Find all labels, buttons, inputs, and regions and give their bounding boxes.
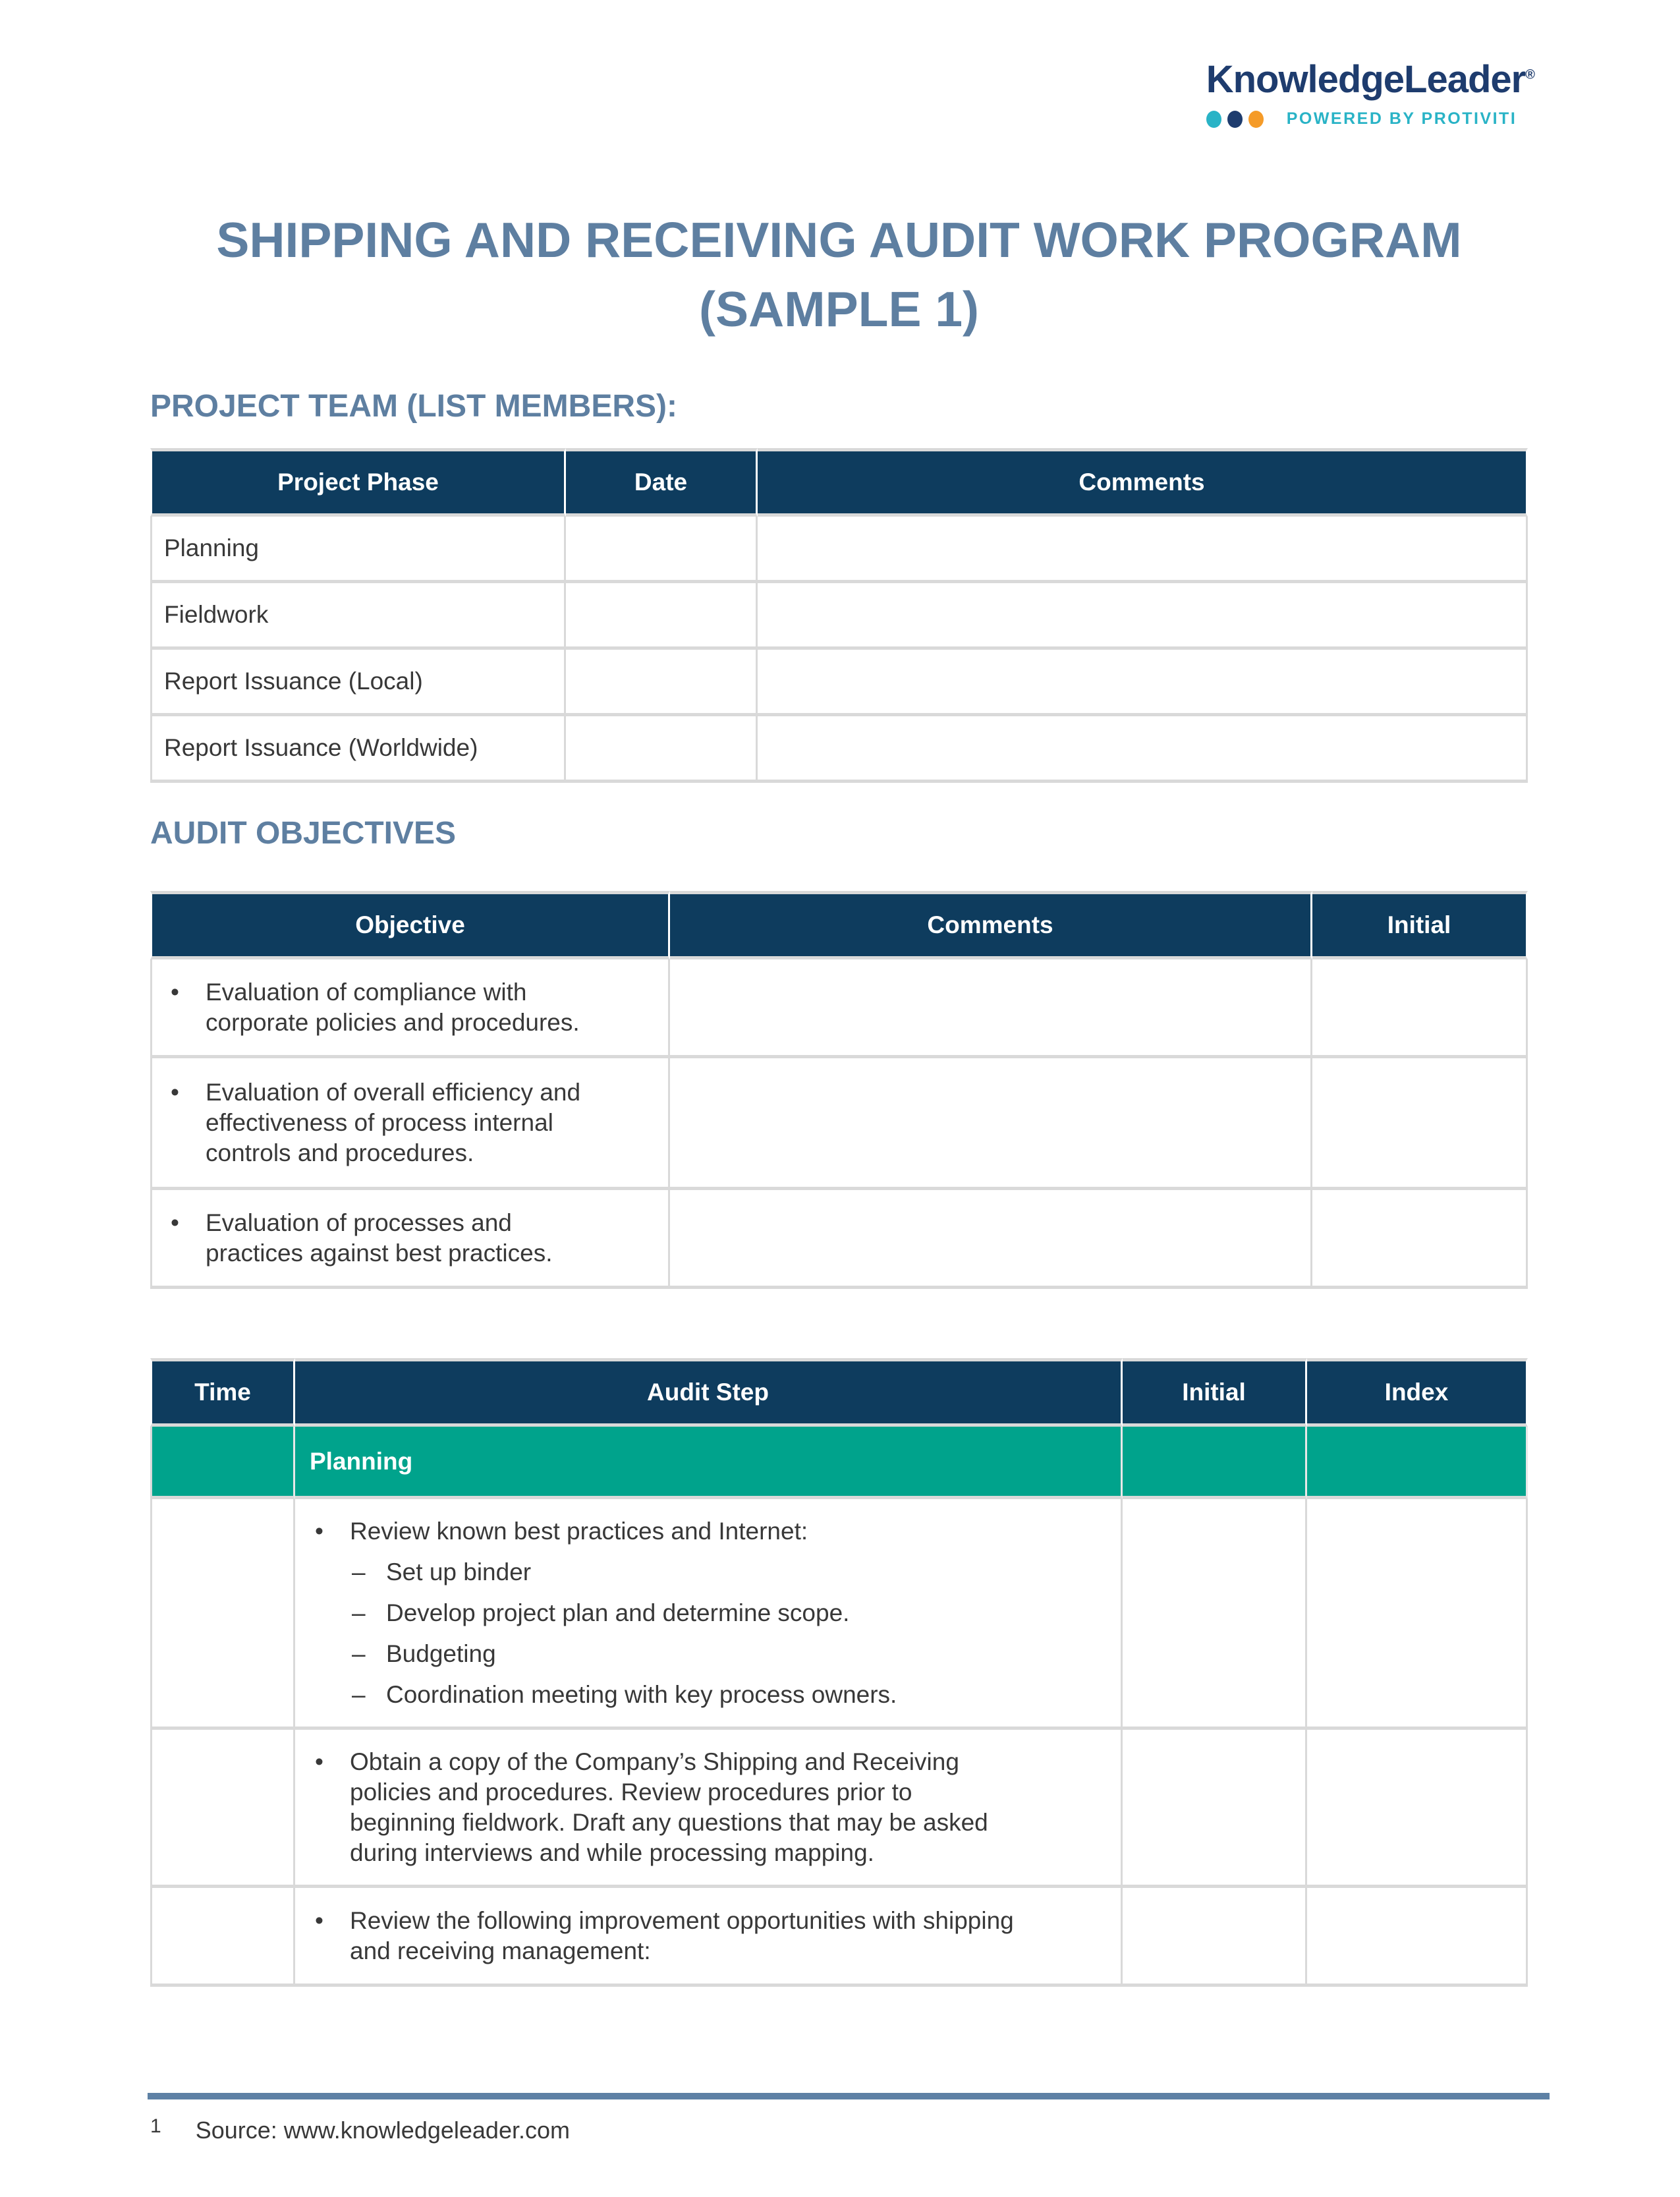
step-sub-bullet-item: – Coordination meeting with key process owners. <box>308 1680 1101 1710</box>
col-header-objective: Objective <box>150 891 670 959</box>
phase-cell: Report Issuance (Local) <box>150 650 566 716</box>
time-cell <box>150 1730 295 1888</box>
step-bullet-item: • Review known best practices and Internet: <box>308 1516 1101 1547</box>
time-cell <box>150 1427 295 1499</box>
knowledgeleader-logo <box>1206 58 1535 128</box>
objective-bullet-item: • Evaluation of overall efficiency and effectiveness of process internal controls and procedures. <box>164 1077 598 1168</box>
date-cell <box>566 716 758 783</box>
initial-cell <box>1312 1190 1528 1289</box>
initial-cell <box>1312 1058 1528 1190</box>
objective-cell <box>150 959 670 1058</box>
table-header-row <box>150 1358 1528 1427</box>
brand-dot-cyan-icon <box>1206 111 1221 128</box>
time-cell <box>150 1499 295 1730</box>
comments-cell <box>758 650 1528 716</box>
time-cell <box>150 1888 295 1987</box>
objective-bullet-item: • Evaluation of processes and practices against best practices. <box>164 1208 598 1269</box>
index-cell <box>1307 1888 1528 1987</box>
registered-mark: ® <box>1525 67 1535 82</box>
audit-steps-table <box>150 1358 1528 1987</box>
initial-cell <box>1312 959 1528 1058</box>
col-header-index: Index <box>1307 1358 1528 1427</box>
table-row <box>150 959 1528 1058</box>
step-bullet-item: • Review the following improvement opportunities with shipping and receiving management: <box>308 1906 1035 1966</box>
col-header-project-phase: Project Phase <box>150 448 566 517</box>
section-heading-audit-objectives: AUDIT OBJECTIVES <box>150 815 457 851</box>
section-label-cell: Planning <box>295 1427 1123 1499</box>
section-heading-project-team: PROJECT TEAM (LIST MEMBERS): <box>150 389 677 424</box>
brand-dot-orange-icon <box>1248 111 1264 128</box>
brand-tagline-row <box>1206 109 1535 128</box>
footer-source: Source: www.knowledgeleader.com <box>195 2117 570 2144</box>
table-row <box>150 517 1528 583</box>
col-header-comments: Comments <box>670 891 1312 959</box>
audit-step-cell <box>295 1499 1123 1730</box>
date-cell <box>566 583 758 650</box>
step-sub-bullet-item: – Develop project plan and determine scope. <box>308 1598 1101 1628</box>
step-sub-bullet-item: – Set up binder <box>308 1557 1101 1587</box>
comments-cell <box>758 517 1528 583</box>
step-bullet-item: • Obtain a copy of the Company’s Shipping and Receiving policies and procedures. Review procedures prior to beginning fieldwork. Draft any questions that may be asked during interviews and while processing mapping. <box>308 1747 992 1868</box>
objective-cell <box>150 1058 670 1190</box>
col-header-initial: Initial <box>1312 891 1528 959</box>
comments-cell <box>758 716 1528 783</box>
page-title-line-1: SHIPPING AND RECEIVING AUDIT WORK PROGRAM <box>216 212 1462 268</box>
step-sub-bullet-item: – Budgeting <box>308 1639 1101 1669</box>
page-title <box>150 206 1528 344</box>
initial-cell <box>1123 1730 1307 1888</box>
date-cell <box>566 650 758 716</box>
objective-cell <box>150 1190 670 1289</box>
index-cell <box>1307 1427 1528 1499</box>
comments-cell <box>670 959 1312 1058</box>
audit-step-cell <box>295 1730 1123 1888</box>
date-cell <box>566 517 758 583</box>
initial-cell <box>1123 1427 1307 1499</box>
phase-cell: Fieldwork <box>150 583 566 650</box>
col-header-date: Date <box>566 448 758 517</box>
table-row <box>150 1058 1528 1190</box>
table-header-row <box>150 891 1528 959</box>
page-number: 1 <box>150 2115 161 2137</box>
phase-cell: Planning <box>150 517 566 583</box>
index-cell <box>1307 1499 1528 1730</box>
col-header-comments: Comments <box>758 448 1528 517</box>
comments-cell <box>670 1190 1312 1289</box>
table-row <box>150 1499 1528 1730</box>
index-cell <box>1307 1730 1528 1888</box>
footer-divider <box>148 2093 1550 2099</box>
table-row <box>150 1888 1528 1987</box>
initial-cell <box>1123 1499 1307 1730</box>
comments-cell <box>670 1058 1312 1190</box>
brand-tagline: POWERED BY PROTIVITI <box>1286 109 1517 128</box>
table-header-row <box>150 448 1528 517</box>
table-row <box>150 583 1528 650</box>
col-header-initial: Initial <box>1123 1358 1307 1427</box>
col-header-time: Time <box>150 1358 295 1427</box>
brand-name: KnowledgeLeader <box>1206 58 1526 101</box>
table-row <box>150 1730 1528 1888</box>
objective-bullet-item: • Evaluation of compliance with corporate policies and procedures. <box>164 977 598 1038</box>
page-title-line-2: (SAMPLE 1) <box>698 281 980 337</box>
footer <box>150 2117 570 2144</box>
phase-cell: Report Issuance (Worldwide) <box>150 716 566 783</box>
col-header-audit-step: Audit Step <box>295 1358 1123 1427</box>
initial-cell <box>1123 1888 1307 1987</box>
section-row-planning <box>150 1427 1528 1499</box>
audit-step-cell <box>295 1888 1123 1987</box>
project-team-table <box>150 448 1528 783</box>
brand-wordmark <box>1206 58 1535 101</box>
brand-dot-navy-icon <box>1227 111 1243 128</box>
audit-objectives-table <box>150 891 1528 1289</box>
table-row <box>150 650 1528 716</box>
comments-cell <box>758 583 1528 650</box>
table-row <box>150 716 1528 783</box>
table-row <box>150 1190 1528 1289</box>
